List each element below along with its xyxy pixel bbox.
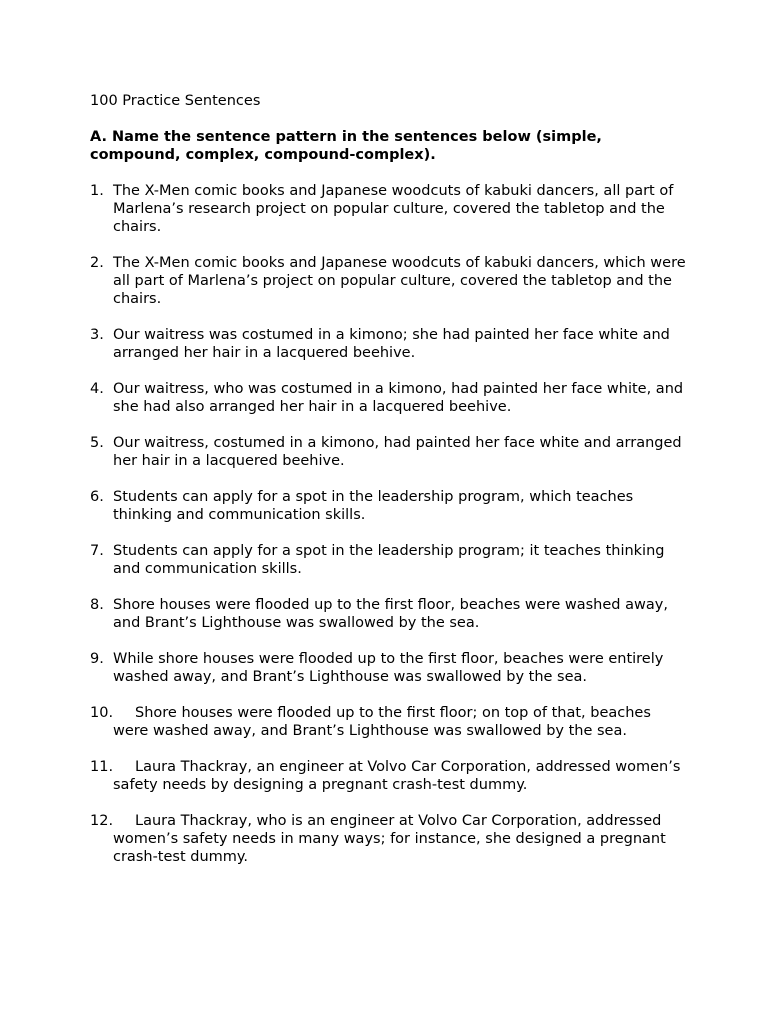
sentence-text: Shore houses were flooded up to the first floor, beaches were washed away, and Brant’s Lighthouse was swallowed by the sea. bbox=[113, 597, 668, 631]
item-number: 7. bbox=[90, 543, 104, 559]
document-title: 100 Practice Sentences bbox=[90, 93, 261, 109]
item-number: 9. bbox=[90, 651, 104, 667]
list-item bbox=[90, 758, 690, 794]
sentence-text: Laura Thackray, an engineer at Volvo Car Corporation, addressed women’s safety needs by designing a pregnant crash-test dummy. bbox=[113, 759, 681, 793]
sentence-text: Our waitress, who was costumed in a kimono, had painted her face white, and she had also arranged her hair in a lacquered beehive. bbox=[113, 381, 684, 415]
list-item bbox=[90, 488, 690, 524]
item-number: 8. bbox=[90, 597, 104, 613]
sentence-text: The X-Men comic books and Japanese woodcuts of kabuki dancers, which were all part of Marlena’s project on popular culture, covered the tabletop and the chairs. bbox=[113, 255, 686, 307]
document-page bbox=[90, 92, 690, 884]
item-number: 6. bbox=[90, 489, 104, 505]
list-item bbox=[90, 650, 690, 686]
list-item bbox=[90, 434, 690, 470]
list-item bbox=[90, 380, 690, 416]
sentence-text: Laura Thackray, who is an engineer at Volvo Car Corporation, addressed women’s safety needs in many ways; for instance, she designed a pregnant crash-test dummy. bbox=[113, 813, 666, 865]
sentence-list bbox=[90, 182, 690, 866]
item-number: 3. bbox=[90, 327, 104, 343]
sentence-text: Shore houses were flooded up to the first floor; on top of that, beaches were washed away, and Brant’s Lighthouse was swallowed by the sea. bbox=[113, 705, 651, 739]
list-item bbox=[90, 812, 690, 866]
item-number: 2. bbox=[90, 255, 104, 271]
sentence-text: Students can apply for a spot in the leadership program; it teaches thinking and communication skills. bbox=[113, 543, 665, 577]
list-item bbox=[90, 542, 690, 578]
item-number: 4. bbox=[90, 381, 104, 397]
sentence-text: Students can apply for a spot in the leadership program, which teaches thinking and communication skills. bbox=[113, 489, 634, 523]
list-item bbox=[90, 254, 690, 308]
list-item bbox=[90, 596, 690, 632]
instructions-heading: A. Name the sentence pattern in the sentences below (simple, compound, complex, compound-complex). bbox=[90, 129, 602, 163]
item-number: 10. bbox=[90, 705, 114, 721]
sentence-text: Our waitress, costumed in a kimono, had painted her face white and arranged her hair in a lacquered beehive. bbox=[113, 435, 682, 469]
sentence-text: The X-Men comic books and Japanese woodcuts of kabuki dancers, all part of Marlena’s research project on popular culture, covered the tabletop and the chairs. bbox=[113, 183, 674, 235]
list-item bbox=[90, 182, 690, 236]
item-number: 11. bbox=[90, 759, 114, 775]
list-item bbox=[90, 326, 690, 362]
item-number: 1. bbox=[90, 183, 104, 199]
list-item bbox=[90, 704, 690, 740]
item-number: 5. bbox=[90, 435, 104, 451]
item-number: 12. bbox=[90, 813, 114, 829]
sentence-text: Our waitress was costumed in a kimono; she had painted her face white and arranged her hair in a lacquered beehive. bbox=[113, 327, 670, 361]
sentence-text: While shore houses were flooded up to the first floor, beaches were entirely washed away, and Brant’s Lighthouse was swallowed by the sea. bbox=[113, 651, 664, 685]
